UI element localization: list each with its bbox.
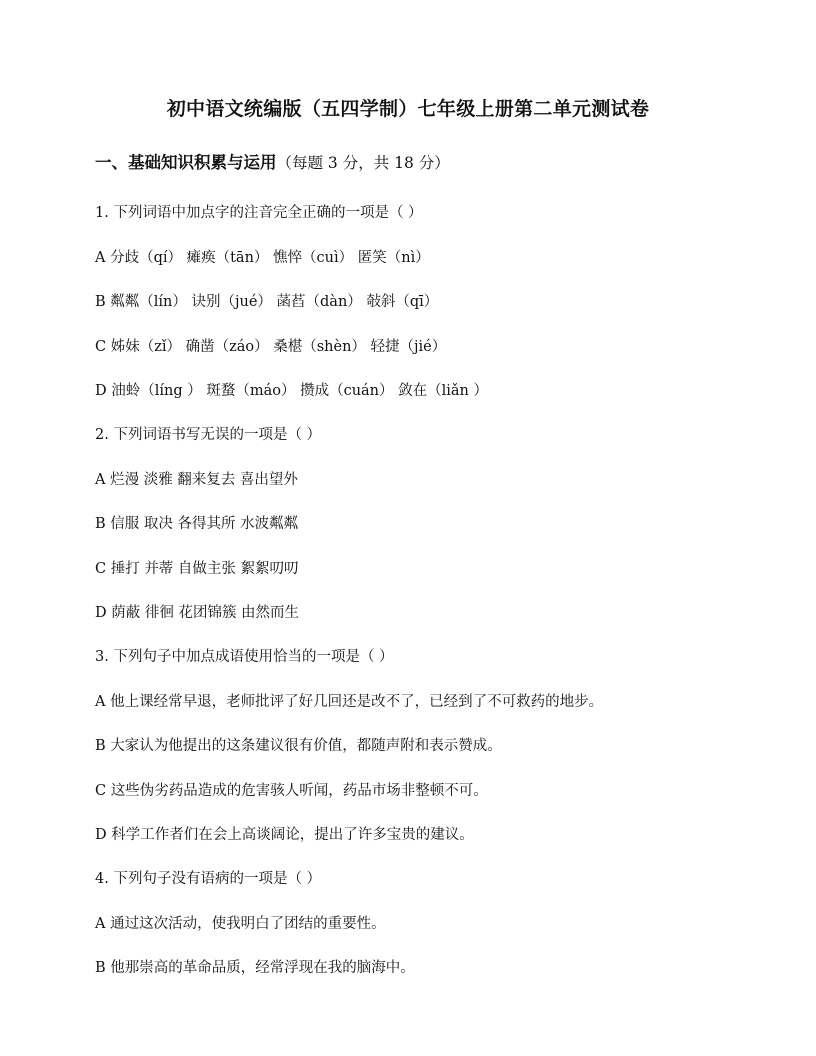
question-1-option-d: D 油蛉（líng ） 斑蝥（máo） 攒成（cuán） 敛在（liǎn ） [95, 383, 488, 399]
question-1: 1. 下列词语中加点字的注音完全正确的一项是（ ） [95, 205, 423, 221]
section-heading-text: 一、基础知识积累与运用 [95, 153, 277, 172]
question-3-option-a: A 他上课经常早退，老师批评了好几回还是改不了，已经到了不可救药的地步。 [95, 694, 604, 710]
section-heading [95, 149, 450, 173]
question-2-option-a: A 烂漫 淡雅 翻来复去 喜出望外 [95, 472, 298, 488]
question-4-option-a: A 通过这次活动，使我明白了团结的重要性。 [95, 916, 386, 932]
question-2-option-d: D 荫蔽 徘徊 花团锦簇 由然而生 [95, 605, 300, 621]
question-3-option-c: C 这些伪劣药品造成的危害骇人听闻，药品市场非整顿不可。 [95, 783, 488, 799]
question-4: 4. 下列句子没有语病的一项是（ ） [95, 871, 322, 887]
question-3-option-d: D 科学工作者们在会上高谈阔论，提出了许多宝贵的建议。 [95, 827, 474, 843]
question-1-option-c: C 姊妹（zǐ） 确凿（záo） 桑椹（shèn） 轻捷（jié） [95, 339, 447, 355]
section-score-note: （每题 3 分，共 18 分） [276, 154, 450, 172]
question-2: 2. 下列词语书写无误的一项是（ ） [95, 427, 322, 443]
question-3: 3. 下列句子中加点成语使用恰当的一项是（ ） [95, 649, 394, 665]
question-2-option-b: B 信服 取决 各得其所 水波粼粼 [95, 516, 299, 532]
question-2-option-c: C 捶打 并蒂 自做主张 絮絮叨叨 [95, 561, 299, 577]
question-4-option-b: B 他那崇高的革命品质，经常浮现在我的脑海中。 [95, 960, 415, 976]
question-1-option-b: B 粼粼（lín） 诀别（jué） 菡萏（dàn） 敧斜（qī） [95, 294, 439, 310]
question-1-option-a: A 分歧（qí） 瘫痪（tān） 憔悴（cuì） 匿笑（nì） [95, 250, 430, 266]
question-3-option-b: B 大家认为他提出的这条建议很有价值，都随声附和表示赞成。 [95, 738, 502, 754]
document-title: 初中语文统编版（五四学制）七年级上册第二单元测试卷 [166, 98, 650, 120]
